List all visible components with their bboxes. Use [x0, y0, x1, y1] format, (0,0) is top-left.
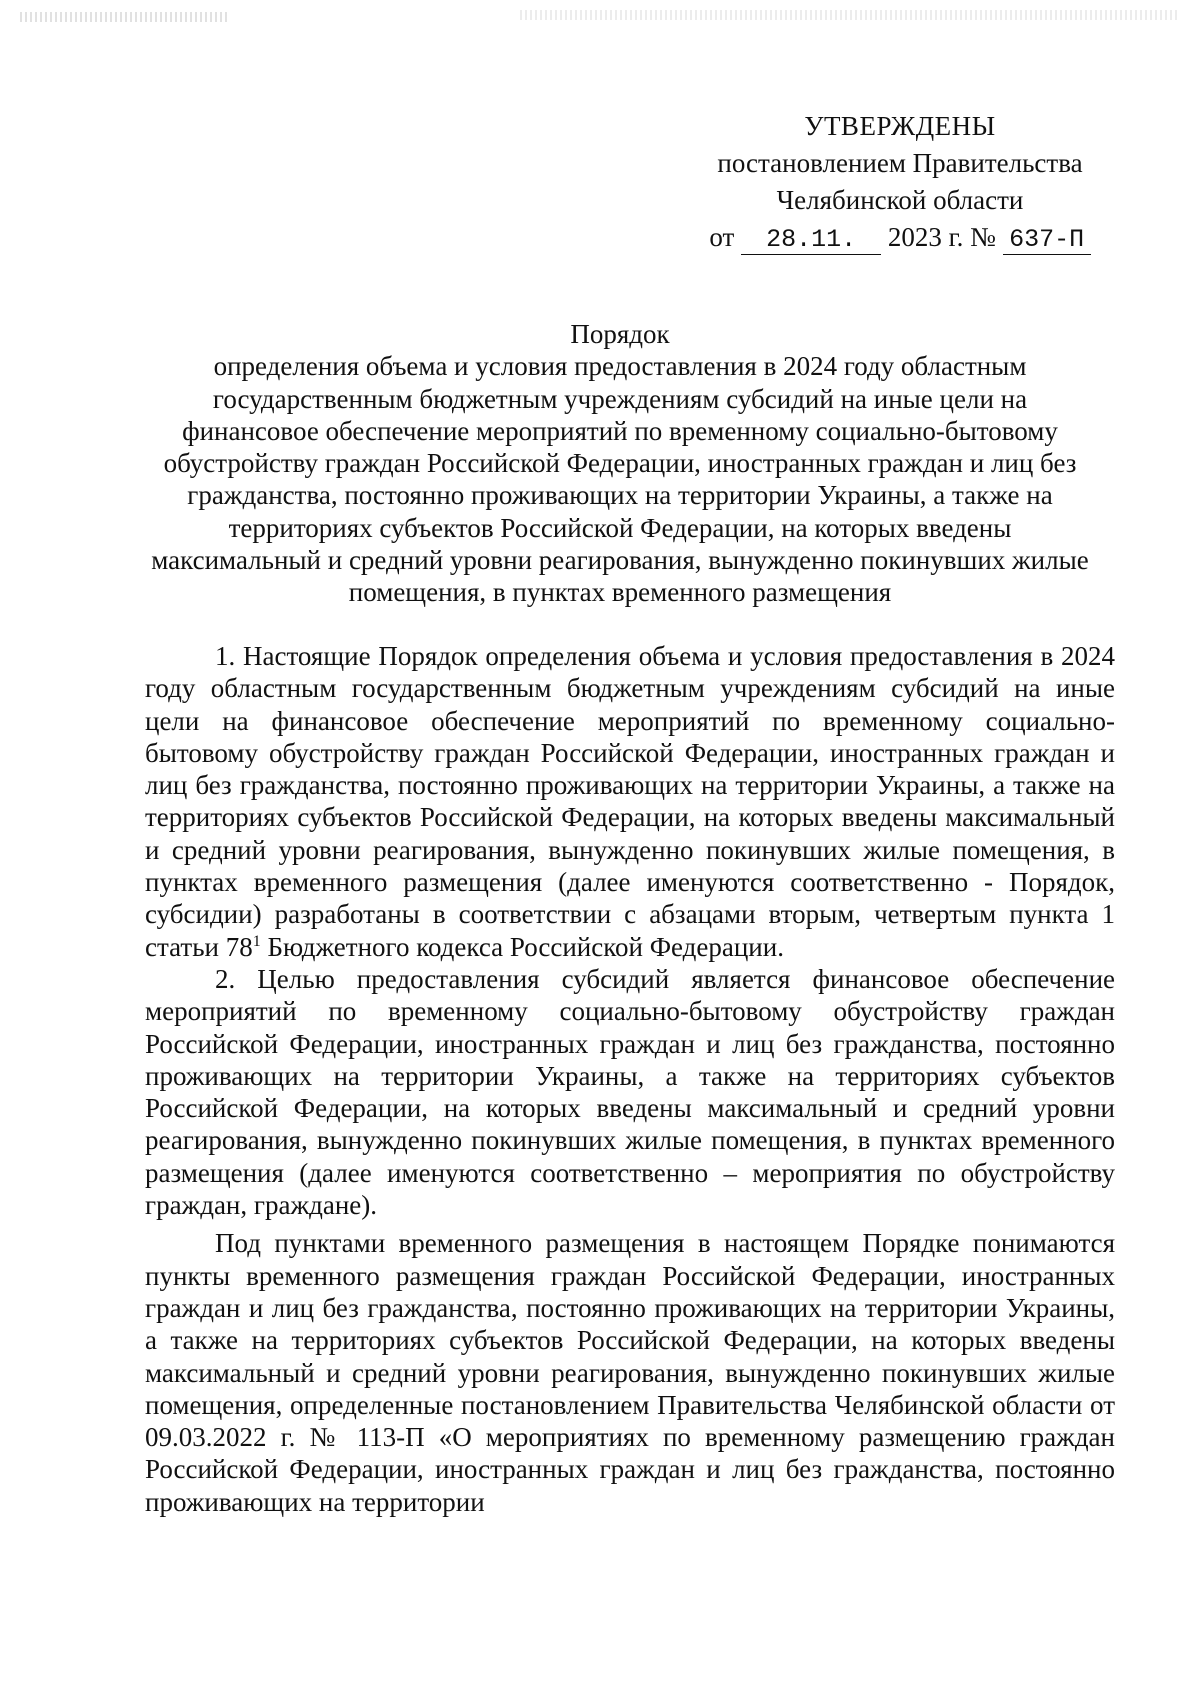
- title-heading: Порядок: [570, 319, 670, 349]
- scan-artifact-left: [20, 12, 230, 22]
- year-text: 2023 г. №: [887, 222, 996, 252]
- paragraph-1-superscript: 1: [252, 932, 261, 950]
- approval-line-1: постановлением Правительства: [717, 148, 1083, 178]
- date-field: 28.11.: [741, 226, 881, 255]
- paragraph-2: 2. Целью предоставления субсидий является финансовое обеспечение мероприятий по временному социально-бытовому обустройству граждан Российской Федерации, иностранных граждан и лиц без гражданства, постоянно проживающих на территории Украины, а также на территориях субъектов Российской Федерации, на которых введены максимальный и средний уровни реагирования, вынужденно покинувших жилые помещения, в пунктах временного размещения (далее именуются соответственно – мероприятия по обустройству граждан, граждане).: [145, 963, 1115, 1221]
- approval-date-line: [690, 219, 1110, 256]
- paragraph-1: [145, 640, 1115, 963]
- paragraph-1-text: 1. Настоящие Порядок определения объема и условия предоставления в 2024 году областным государственным бюджетным учреждениям субсидий на иные цели на финансовое обеспечение мероприятий по временному социально-бытовому обустройству граждан Российской Федерации, иностранных граждан и лиц без гражданства, постоянно проживающих на территории Украины, а также на территориях субъектов Российской Федерации, на которых введены максимальный и средний уровни реагирования, вынужденно покинувших жилые помещения, в пунктах временного размещения (далее именуются соответственно - Порядок, субсидии) разработаны в соответствии с абзацами вторым, четвертым пункта 1 статьи 78: [145, 641, 1115, 962]
- approval-line-2: Челябинской области: [776, 185, 1024, 215]
- document-title: [150, 318, 1090, 609]
- document-body: [145, 640, 1115, 1518]
- approval-block: [690, 108, 1110, 256]
- paragraph-3: Под пунктами временного размещения в настоящем Порядке понимаются пункты временного размещения граждан Российской Федерации, иностранных граждан и лиц без гражданства, постоянно проживающих на территории Украины, а также на территориях субъектов Российской Федерации, на которых введены максимальный и средний уровни реагирования, вынужденно покинувших жилые помещения, определенные постановлением Правительства Челябинской области от 09.03.2022 г. № 113-П «О мероприятиях по временному размещению граждан Российской Федерации, иностранных граждан и лиц без гражданства, постоянно проживающих на территории: [145, 1228, 1115, 1517]
- title-subtitle: определения объема и условия предоставления в 2024 году областным государственным бюджетным учреждениям субсидий на иные цели на финансовое обеспечение мероприятий по временному социально-бытовому обустройству граждан Российской Федерации, иностранных граждан и лиц без гражданства, постоянно проживающих на территории Украины, а также на территориях субъектов Российской Федерации, на которых введены максимальный и средний уровни реагирования, вынужденно покинувших жилые помещения, в пунктах временного размещения: [151, 351, 1089, 608]
- number-field: 637-П: [1003, 226, 1091, 255]
- paragraph-1-tail: Бюджетного кодекса Российской Федерации.: [260, 931, 784, 962]
- date-prefix: от: [709, 222, 735, 252]
- approval-stamp: УТВЕРЖДЕНЫ: [804, 111, 996, 141]
- scan-artifact-right: [520, 10, 1180, 20]
